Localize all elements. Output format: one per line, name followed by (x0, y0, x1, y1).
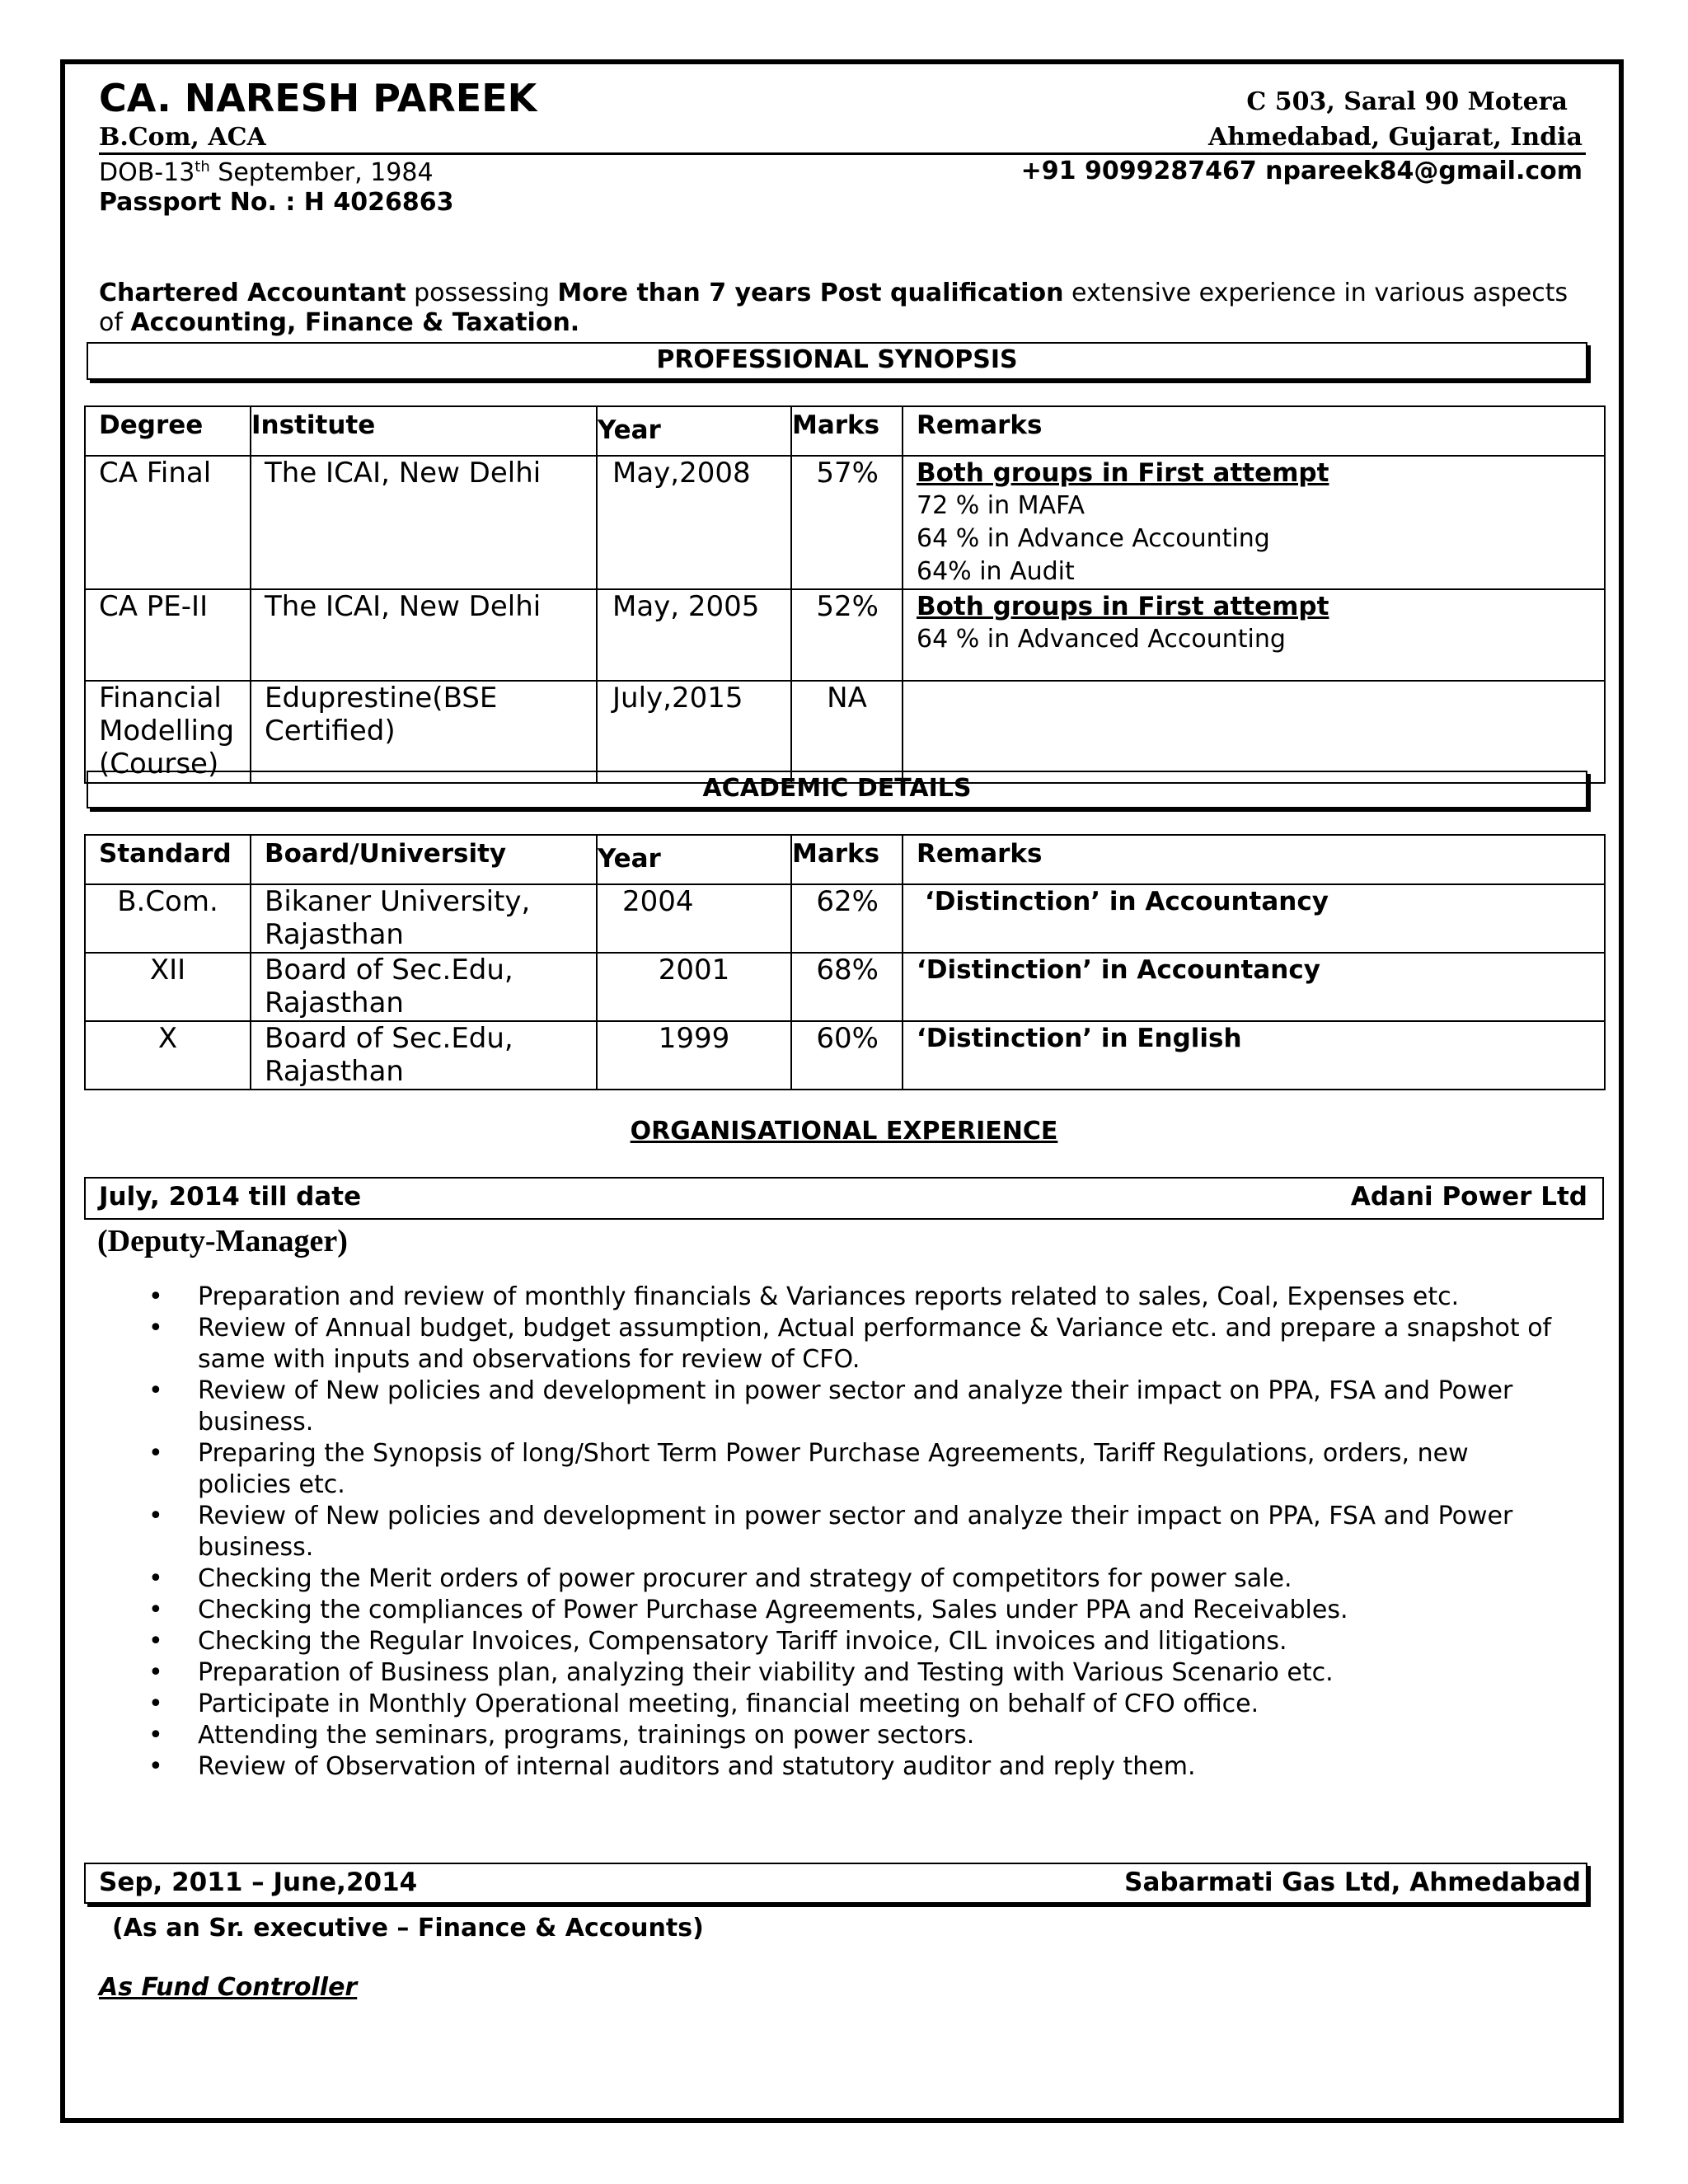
col-institute: Institute (251, 406, 597, 456)
bullet-text: same with inputs and observations for review of CFO. (198, 1345, 860, 1374)
standard-cell: X (85, 1021, 251, 1090)
degree-line: Financial (99, 682, 222, 715)
list-item (148, 1657, 1582, 1689)
academic-details-heading: ACADEMIC DETAILS (87, 771, 1587, 808)
candidate-name: CA. NARESH PAREEK (99, 76, 537, 120)
marks-cell: 62% (791, 884, 903, 953)
board-line: Board of Sec.Edu, (265, 954, 513, 987)
list-item (148, 1532, 1582, 1563)
job-1-responsibilities (148, 1282, 1582, 1783)
bullet-text: Preparation and review of monthly financials & Variances reports related to sales, Coal, Expenses etc. (198, 1282, 1460, 1311)
bullet-icon: • (148, 1690, 163, 1718)
col-board: Board/University (251, 835, 597, 884)
bullet-icon: • (148, 1721, 163, 1750)
professional-table (84, 405, 1606, 784)
bullet-text: business. (198, 1533, 314, 1562)
summary-title: Chartered Accountant (99, 279, 406, 307)
standard-cell: XII (85, 953, 251, 1021)
year-cell: 2001 (597, 953, 791, 1021)
institute-line: Certified) (265, 715, 396, 748)
remarks-cell (903, 589, 1605, 681)
bullet-text: Review of Annual budget, budget assumption, Actual performance & Variance etc. and prepare a snapshot of (198, 1314, 1552, 1343)
bullet-icon: • (148, 1627, 163, 1656)
summary-text: possessing (406, 279, 558, 307)
col-degree: Degree (85, 406, 251, 456)
board-line: Board of Sec.Edu, (265, 1022, 513, 1055)
job-2-bar (84, 1863, 1587, 1904)
col-marks: Marks (791, 835, 903, 884)
list-item (148, 1626, 1582, 1657)
remarks-cell (903, 456, 1605, 589)
dob-sup: th (195, 158, 210, 176)
remarks-cell: ‘Distinction’ in Accountancy (903, 884, 1605, 953)
address-line-1: C 503, Saral 90 Motera (1246, 87, 1568, 116)
dob-suffix: September, 1984 (209, 158, 434, 187)
bullet-text: Preparation of Business plan, analyzing their viability and Testing with Various Scenario etc. (198, 1658, 1334, 1687)
institute-cell (251, 681, 597, 783)
degree-line: Modelling (99, 715, 235, 748)
date-of-birth (99, 158, 434, 187)
standard-cell: B.Com. (85, 884, 251, 953)
remark-line: 64% in Audit (917, 557, 1075, 586)
table-row (85, 681, 1605, 783)
dob-prefix: DOB-13 (99, 158, 195, 187)
bullet-text: Attending the seminars, programs, trainings on power sectors. (198, 1721, 975, 1750)
bullet-text: Review of Observation of internal auditors and statutory auditor and reply them. (198, 1752, 1196, 1781)
summary-line-2 (99, 308, 579, 337)
job-1-period: July, 2014 till date (99, 1182, 362, 1212)
board-cell (251, 1021, 597, 1090)
bullet-icon: • (148, 1282, 163, 1311)
list-item (148, 1438, 1582, 1469)
list-item (148, 1407, 1582, 1438)
remark-line: 64 % in Advance Accounting (917, 524, 1270, 553)
marks-cell: 60% (791, 1021, 903, 1090)
organisational-experience-heading: ORGANISATIONAL EXPERIENCE (630, 1117, 1058, 1146)
board-line: Rajasthan (265, 1055, 404, 1088)
job-2-company: Sabarmati Gas Ltd, Ahmedabad (1124, 1868, 1581, 1897)
passport-number: Passport No. : H 4026863 (99, 188, 454, 217)
job-1-role: (Deputy-Manager) (97, 1224, 348, 1258)
remarks-cell: ‘Distinction’ in Accountancy (903, 953, 1605, 1021)
job-1-company: Adani Power Ltd (1350, 1182, 1587, 1212)
remark-line: 72 % in MAFA (917, 491, 1085, 520)
col-remarks: Remarks (903, 835, 1605, 884)
degree-cell: CA PE-II (85, 589, 251, 681)
job-1-bar (84, 1177, 1604, 1220)
degree-cell (85, 681, 251, 783)
institute-line: Eduprestine(BSE (265, 682, 498, 715)
summary-text-2: extensive experience in various aspects (1063, 279, 1568, 307)
board-line: Rajasthan (265, 987, 404, 1019)
institute-cell: The ICAI, New Delhi (251, 589, 597, 681)
table-header-row (85, 406, 1605, 456)
list-item (148, 1313, 1582, 1344)
qualification: B.Com, ACA (99, 123, 266, 152)
board-cell (251, 953, 597, 1021)
list-item (148, 1469, 1582, 1501)
col-remarks: Remarks (903, 406, 1605, 456)
list-item (148, 1282, 1582, 1313)
board-cell (251, 884, 597, 953)
list-item (148, 1720, 1582, 1751)
board-line: Rajasthan (265, 918, 404, 951)
bullet-text: Checking the compliances of Power Purchase Agreements, Sales under PPA and Receivables. (198, 1596, 1348, 1624)
bullet-icon: • (148, 1596, 163, 1624)
bullet-icon: • (148, 1439, 163, 1468)
remarks-cell: ‘Distinction’ in English (903, 1021, 1605, 1090)
bullet-icon: • (148, 1502, 163, 1530)
list-item (148, 1751, 1582, 1783)
bullet-text: Participate in Monthly Operational meeting, financial meeting on behalf of CFO office. (198, 1690, 1259, 1718)
bullet-icon: • (148, 1658, 163, 1687)
col-year: Year (597, 406, 791, 456)
year-cell: July,2015 (597, 681, 791, 783)
list-item (148, 1501, 1582, 1532)
summary-of: of (99, 308, 131, 337)
academic-table (84, 834, 1606, 1090)
remark-line: 64 % in Advanced Accounting (917, 625, 1286, 654)
summary-line-1 (99, 279, 1568, 307)
bullet-text: Checking the Merit orders of power procurer and strategy of competitors for power sale. (198, 1564, 1292, 1593)
marks-cell: 57% (791, 456, 903, 589)
table-row (85, 884, 1605, 953)
header-rule (99, 152, 1586, 155)
bullet-icon: • (148, 1564, 163, 1593)
table-row (85, 1021, 1605, 1090)
col-year: Year (597, 835, 791, 884)
year-cell: 2004 (597, 884, 791, 953)
bullet-text: business. (198, 1408, 314, 1436)
bullet-icon: • (148, 1376, 163, 1405)
col-standard: Standard (85, 835, 251, 884)
summary-areas: Accounting, Finance & Taxation. (130, 308, 580, 337)
table-row (85, 953, 1605, 1021)
table-row (85, 456, 1605, 589)
year-cell: May,2008 (597, 456, 791, 589)
col-marks: Marks (791, 406, 903, 456)
remark-heading: Both groups in First attempt (917, 458, 1329, 488)
marks-cell: 68% (791, 953, 903, 1021)
contact-info: +91 9099287467 npareek84@gmail.com (1020, 157, 1582, 185)
bullet-text: Review of New policies and development in power sector and analyze their impact on PPA, FSA and Power (198, 1376, 1513, 1405)
bullet-icon: • (148, 1752, 163, 1781)
marks-cell: NA (791, 681, 903, 783)
professional-synopsis-heading: PROFESSIONAL SYNOPSIS (87, 342, 1587, 380)
summary-experience: More than 7 years Post qualification (557, 279, 1064, 307)
list-item (148, 1344, 1582, 1376)
list-item (148, 1595, 1582, 1626)
institute-cell: The ICAI, New Delhi (251, 456, 597, 589)
list-item (148, 1376, 1582, 1407)
year-cell: 1999 (597, 1021, 791, 1090)
marks-cell: 52% (791, 589, 903, 681)
job-2-role: (As an Sr. executive – Finance & Accounts) (112, 1914, 704, 1943)
bullet-text: policies etc. (198, 1470, 345, 1499)
job-2-period: Sep, 2011 – June,2014 (99, 1868, 418, 1897)
bullet-text: Review of New policies and development in power sector and analyze their impact on PPA, FSA and Power (198, 1502, 1513, 1530)
remarks-cell (903, 681, 1605, 783)
degree-cell: CA Final (85, 456, 251, 589)
table-header-row (85, 835, 1605, 884)
bullet-icon: • (148, 1314, 163, 1343)
bullet-text: Preparing the Synopsis of long/Short Term Power Purchase Agreements, Tariff Regulations, orders, new (198, 1439, 1469, 1468)
table-row (85, 589, 1605, 681)
address-line-2: Ahmedabad, Gujarat, India (1208, 123, 1582, 152)
remark-heading: Both groups in First attempt (917, 592, 1329, 621)
list-item (148, 1563, 1582, 1595)
list-item (148, 1689, 1582, 1720)
degree-line: (Course) (99, 748, 219, 780)
year-cell: May, 2005 (597, 589, 791, 681)
bullet-text: Checking the Regular Invoices, Compensatory Tariff invoice, CIL invoices and litigations. (198, 1627, 1287, 1656)
job-2-subheading: As Fund Controller (99, 1973, 358, 2002)
board-line: Bikaner University, (265, 885, 531, 918)
